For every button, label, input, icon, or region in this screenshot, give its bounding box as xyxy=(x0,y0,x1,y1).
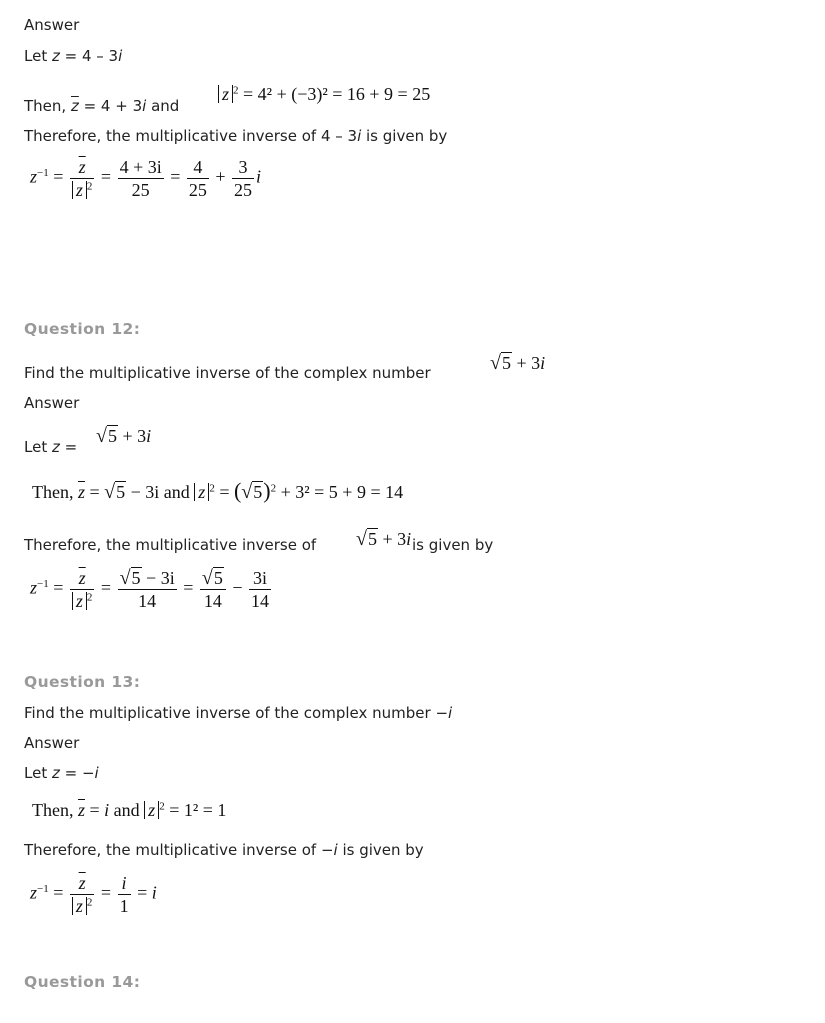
let-statement-q11 xyxy=(24,46,122,66)
result: i xyxy=(151,882,157,903)
fraction-2-num: i xyxy=(118,872,131,895)
answer-label-q12: Answer xyxy=(24,394,80,412)
q12-prompt-number: √5 + 3i xyxy=(490,352,546,374)
fraction-1-num: $\overline{z}$ xyxy=(70,156,95,179)
let-i: i xyxy=(94,764,99,782)
modulus-z: z xyxy=(218,85,233,103)
fraction-3-den: 14 xyxy=(203,591,222,611)
fraction-2 xyxy=(118,156,164,201)
question-13-prompt xyxy=(24,703,452,723)
fraction-4 xyxy=(232,156,254,201)
fraction-2-den: 25 xyxy=(131,180,150,200)
then-statement-q12: Then, $\overline{z} = √5 - 3i$ and z $^2 = (√5)^2 + 3^2 = 5 + 9 = 14$ xyxy=(32,478,404,503)
fraction-1 xyxy=(70,156,95,201)
fraction-1-den: z $^2$ xyxy=(70,895,95,917)
therefore-statement-q11 xyxy=(24,126,447,146)
answer-label-q13: Answer xyxy=(24,734,80,752)
let-statement-q13 xyxy=(24,763,99,783)
modulus-rhs: = 4² + (−3)² = 16 + 9 = 25 xyxy=(243,84,431,104)
fraction-3-num: √5 xyxy=(200,567,226,590)
let-i: i xyxy=(118,47,123,65)
fraction-1-den: z $^2$ xyxy=(70,590,95,612)
let-statement-q12 xyxy=(24,437,77,457)
fraction-3-num: 4 xyxy=(187,156,209,179)
question-13-title: Question 13: xyxy=(24,673,141,691)
let-rest: = − xyxy=(59,764,95,782)
therefore-prefix: Therefore, the multiplicative inverse of xyxy=(24,536,317,554)
inverse-equation-q13: $z^{-1}$ = $\frac{\overline{z}}{z ^2}$ = $\frac{i}{1}$ = i xyxy=(30,873,157,916)
fraction-1 xyxy=(70,567,95,612)
then-minus: − 3i xyxy=(126,482,160,502)
fraction-4-num: 3 xyxy=(232,156,254,179)
then-i: i xyxy=(142,97,147,115)
prompt-prefix: Find the multiplicative inverse of the complex number − xyxy=(24,704,449,722)
prompt-i: i xyxy=(448,704,453,722)
question-12-prompt: Find the multiplicative inverse of the complex number xyxy=(24,364,431,382)
then-statement-q13: Then, $\overline{z} = i$ and z $^2$ = 1² = 1 xyxy=(32,800,227,820)
question-12-title: Question 12: xyxy=(24,320,141,338)
fraction-1-num: $\overline{z}$ xyxy=(70,567,95,590)
fraction-1-num: $\overline{z}$ xyxy=(70,872,95,895)
therefore-suffix-q12: is given by xyxy=(412,536,494,554)
modulus-equation-q11: z $^2$ = 4² + (−3)² = 16 + 9 = 25 xyxy=(218,84,430,105)
fraction-4-num: 3i xyxy=(249,567,271,590)
conjugate-z: $\overline{z}$ xyxy=(70,97,79,115)
let-var: z xyxy=(51,47,60,65)
imag-unit: i xyxy=(256,166,262,187)
fraction-4-den: 14 xyxy=(251,591,269,611)
fraction-1 xyxy=(70,872,95,917)
let-var: z xyxy=(51,438,60,456)
fraction-2-num: 4 + 3i xyxy=(119,157,162,177)
therefore-prefix: Therefore, the multiplicative inverse of 4 – 3 xyxy=(24,127,358,145)
then-label: Then, xyxy=(32,800,74,820)
then-rhs: = 1² = 1 xyxy=(169,800,227,820)
fraction-2-den: 1 xyxy=(119,896,129,916)
q12-let-number: √5 + 3i xyxy=(96,425,152,447)
then-and: and xyxy=(159,482,195,502)
fraction-4-den: 25 xyxy=(234,180,253,200)
let-eq: = xyxy=(59,438,78,456)
fraction-3 xyxy=(200,567,226,612)
therefore-statement-q13 xyxy=(24,840,424,860)
let-prefix: Let xyxy=(24,438,52,456)
let-prefix: Let xyxy=(24,47,52,65)
fraction-2-num: √5 − 3i xyxy=(119,567,175,589)
question-14-title: Question 14: xyxy=(24,973,141,991)
inverse-equation-q11: $z^{-1}$ = $\frac{\overline{z}}{z ^2}$ = $\frac{4 + 3i}{25}$ = $\frac{4}{25}$ + $\frac{3}{25}$ i xyxy=(30,157,262,200)
fraction-3-den: 25 xyxy=(188,180,207,200)
then-prefix: Then, xyxy=(24,97,71,115)
then-rhs: + 3² = 5 + 9 = 14 xyxy=(280,482,404,502)
fraction-2 xyxy=(118,567,177,612)
therefore-i: i xyxy=(357,127,362,145)
inverse-lhs: z xyxy=(30,166,38,187)
let-prefix: Let xyxy=(24,764,52,782)
fraction-2-den: 14 xyxy=(138,591,157,611)
then-and: and xyxy=(146,97,180,115)
therefore-prefix: Therefore, the multiplicative inverse of − xyxy=(24,841,334,859)
let-rest: = 4 – 3 xyxy=(59,47,119,65)
then-label: Then, xyxy=(32,482,74,502)
fraction-2 xyxy=(118,872,131,917)
fraction-4 xyxy=(249,567,271,612)
fraction-3 xyxy=(187,156,209,201)
therefore-suffix: is given by xyxy=(337,841,424,859)
then-statement-q11 xyxy=(24,96,179,116)
q12-therefore-number: √5 + 3i xyxy=(356,528,412,550)
therefore-i: i xyxy=(333,841,338,859)
therefore-suffix: is given by xyxy=(361,127,448,145)
inverse-equation-q12: $z^{-1}$ = $\frac{\overline{z}}{z ^2}$ = $\frac{√5 - 3i}{14}$ = $\frac{√5}{14}$ − $\frac{3i}{14}$ xyxy=(30,567,269,611)
fraction-2-num-tail: − 3i xyxy=(141,568,175,588)
fraction-1-den: z $^2$ xyxy=(70,179,95,201)
let-var: z xyxy=(51,764,60,782)
then-rest: = 4 + 3 xyxy=(78,97,143,115)
therefore-statement-q12 xyxy=(24,535,316,555)
answer-label-q11: Answer xyxy=(24,16,80,34)
conjugate-z: $\overline{z}$ xyxy=(77,482,85,502)
